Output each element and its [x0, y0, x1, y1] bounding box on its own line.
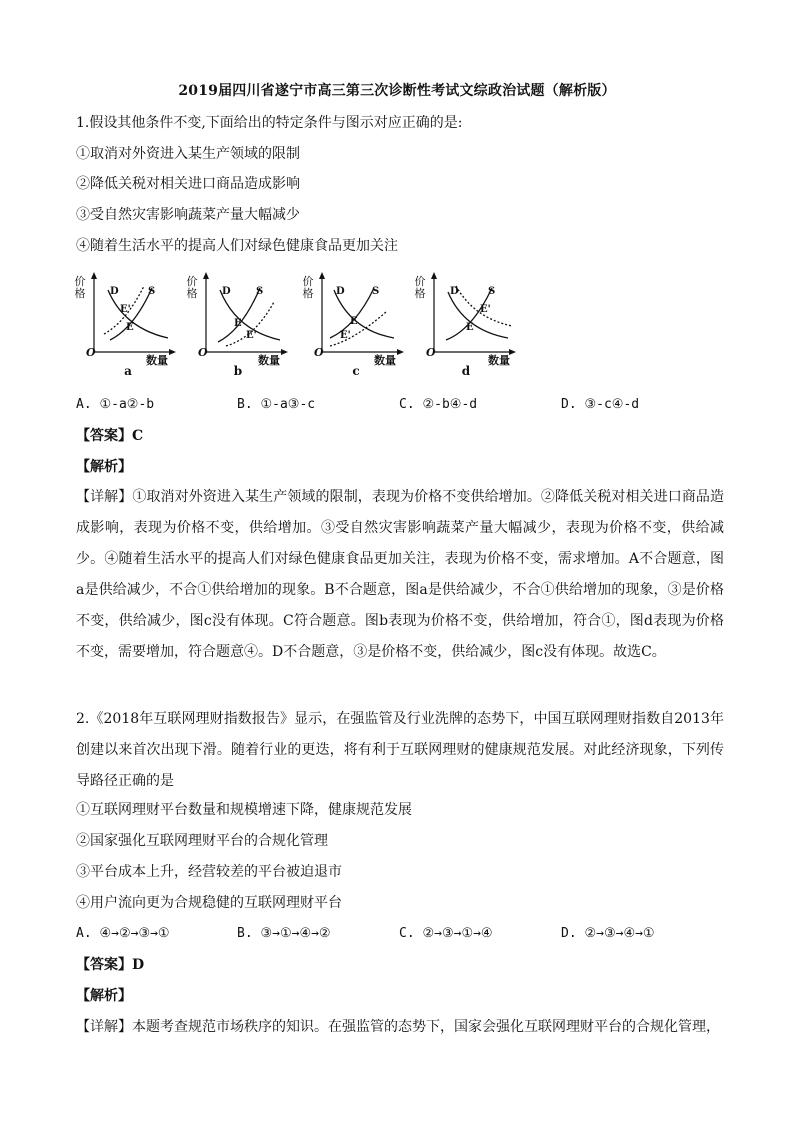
figure-d-label-d: D	[450, 286, 459, 297]
figure-d-caption: d	[461, 364, 471, 378]
figure-a-xlabel: 数量	[146, 354, 168, 367]
figure-c-xlabel: 数量	[374, 354, 396, 367]
q2-option-a: A. ④→②→③→①	[76, 926, 170, 941]
figure-a-label-s: S	[148, 286, 156, 297]
figure-b-ylabel: 价格	[186, 275, 198, 300]
figure-b-xlabel: 数量	[258, 354, 280, 367]
figure-b-label-e-prime: E'	[246, 330, 257, 341]
figure-c-origin: O	[314, 346, 324, 359]
figure-b-label-s: S	[256, 286, 264, 297]
figure-a-label-d: D	[110, 286, 119, 297]
figure-d-label-s: S	[488, 286, 496, 297]
q2-item-3: ③平台成本上升，经营较差的平台被迫退市	[76, 864, 342, 880]
figure-d	[412, 268, 522, 384]
q1-stem: 1.假设其他条件不变,下面给出的特定条件与图示对应正确的是:	[76, 115, 463, 131]
figure-c-label-s: S	[372, 286, 380, 297]
figure-c-ylabel: 价格	[302, 275, 314, 300]
q1-option-b: B. ①-a③-c	[237, 397, 316, 412]
q2-item-2: ②国家强化互联网理财平台的合规化管理	[76, 833, 328, 849]
q1-answer: 【答案】C	[76, 428, 144, 444]
figure-a	[72, 268, 182, 384]
figure-c-label-d: D	[336, 286, 345, 297]
figure-d-label-e: E	[466, 322, 474, 333]
q1-option-a: A. ①-a②-b	[76, 397, 155, 412]
figure-a-label-e-prime: E'	[120, 304, 131, 315]
q1-detail: 【详解】①取消对外资进入某生产领域的限制，表现为价格不变供给增加。②降低关税对相关进口商品造成影响，表现为价格不变，供给增加。③受自然灾害影响蔬菜产量大幅减少，表现为价格不变，供给减少。④随着生活水平的提高人们对绿色健康食品更加关注，表现为价格不变，需求增加。A不合题意，图a是供给减少，不合①供给增加的现象。B不合题意，图a是供给减少，不合①供给增加的现象，③是价格不变，供给减少，图c没有体现。C符合题意。图b表现为价格不变，供给增加，符合①，图d表现为价格不变，需要增加，符合题意④。D不合题意，③是价格不变，供给减少，图c没有体现。故选C。	[76, 489, 724, 660]
figure-a-ylabel: 价格	[74, 275, 86, 300]
q2-item-4: ④用户流向更为合规稳健的互联网理财平台	[76, 895, 342, 911]
figure-a-caption: a	[124, 364, 132, 378]
q2-option-b: B. ③→①→④→②	[237, 926, 331, 941]
figure-c-label-e-prime: E'	[340, 330, 351, 341]
q2-stem: 2.《2018年互联网理财指数报告》显示，在强监管及行业洗牌的态势下，中国互联网理财指数自2013年创建以来首次出现下滑。随着行业的更迭，将有利于互联网理财的健康规范发展。对此经济现象，下列传导路径正确的是	[76, 711, 724, 789]
figure-b	[184, 268, 294, 384]
figure-a-label-e: E	[126, 322, 134, 333]
q1-option-c: C. ②-b④-d	[399, 397, 478, 412]
q2-analysis-label: 【解析】	[76, 988, 132, 1004]
figure-b-origin: O	[198, 346, 208, 359]
q1-item-3: ③受自然灾害影响蔬菜产量大幅减少	[76, 207, 300, 223]
q2-option-d: D. ②→③→④→①	[561, 926, 655, 941]
figure-a-origin: O	[86, 346, 96, 359]
figure-d-origin: O	[426, 346, 436, 359]
figure-c-caption: c	[352, 364, 360, 378]
q1-item-1: ①取消对外资进入某生产领域的限制	[76, 146, 300, 162]
figure-b-label-d: D	[222, 286, 231, 297]
q1-item-2: ②降低关税对相关进口商品造成影响	[76, 176, 300, 192]
q2-item-1: ①互联网理财平台数量和规模增速下降，健康规范发展	[76, 802, 412, 818]
q1-analysis-label: 【解析】	[76, 459, 132, 475]
q1-option-d: D. ③-c④-d	[561, 397, 640, 412]
figure-b-caption: b	[233, 364, 243, 378]
figure-c	[300, 268, 410, 384]
figure-b-label-e: E	[234, 318, 242, 329]
q1-item-4: ④随着生活水平的提高人们对绿色健康食品更加关注	[76, 238, 398, 254]
q2-option-c: C. ②→③→①→④	[399, 926, 493, 941]
q2-answer: 【答案】D	[76, 957, 145, 973]
figure-d-ylabel: 价格	[414, 275, 426, 300]
figure-d-xlabel: 数量	[488, 354, 510, 367]
document-title: 2019届四川省遂宁市高三第三次诊断性考试文综政治试题（解析版）	[178, 83, 616, 99]
figure-d-label-e-prime: E'	[480, 304, 491, 315]
q2-detail: 【详解】本题考查规范市场秩序的知识。在强监管的态势下，国家会强化互联网理财平台的合规化管理，	[76, 1019, 720, 1035]
figure-c-label-e: E	[350, 316, 358, 327]
q1-figures	[72, 268, 532, 384]
